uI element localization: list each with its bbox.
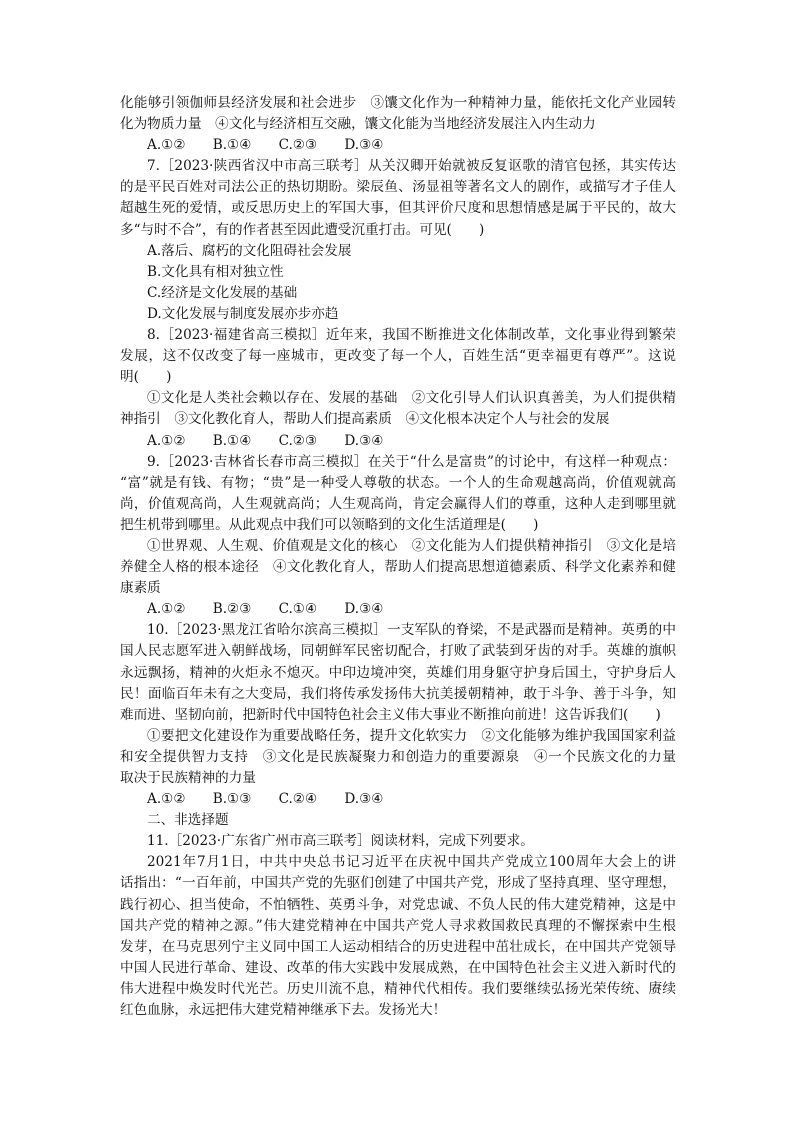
text-line: 中国人民进行革命、建设、改革的伟大实践中发展成熟，在中国特色社会主义进入新时代的: [120, 959, 676, 976]
statement-list: ①文化是人类社会赖以存在、发展的基础 ②文化引导人们认识真善美，为人们提供精: [147, 390, 676, 407]
text-line: 的是平民百姓对司法公正的热切期盼。梁辰鱼、汤显祖等著名文人的剧作，或描写才子佳人: [120, 179, 676, 196]
option-d: D.文化发展与制度发展亦步亦趋: [147, 305, 339, 322]
statement-list: ①世界观、人生观、价值观是文化的核心 ②文化能为人们提供精神指引 ③文化是培: [147, 537, 676, 554]
text-line: 践行初心、担当使命，不怕牺牲、英勇斗争，对党忠诚、不负人民的伟大建党精神，这是中: [120, 896, 676, 913]
answer-options: A.①② B.①④ C.②③ D.③④: [147, 137, 384, 154]
text-line: 多“与时不合”，有的作者甚至因此遭受沉重打击。可见( ): [120, 221, 485, 238]
text-line: 康素质: [120, 580, 161, 597]
text-line: 化能够引领伽师县经济发展和社会进步 ③馕文化作为一种精神力量，能依托文化产业园转: [120, 95, 676, 111]
statement-list: ①要把文化建设作为重要战略任务，提升文化软实力 ②文化能够为维护我国国家利益: [147, 727, 676, 744]
text-line: 民！面临百年未有之大变局，我们将传承发扬伟大抗美援朝精神，敢于斗争、善于斗争，知: [120, 685, 676, 702]
answer-options: A.①② B.①④ C.②③ D.③④: [147, 432, 384, 449]
text-line: 取决于民族精神的力量: [120, 770, 256, 786]
option-c: C.经济是文化发展的基础: [147, 284, 298, 301]
option-a: A.落后、腐朽的文化阻碍社会发展: [147, 242, 352, 259]
text-line: 把生机带到哪里。从此观点中我们可以领略到的文化生活道理是( ): [120, 516, 539, 533]
text-line: 难而进、坚韧向前，把新时代中国特色社会主义伟大事业不断推向前进！这告诉我们( ): [120, 706, 661, 723]
text-line: 明( ): [120, 369, 172, 386]
text-line: 养健全人格的根本途径 ④文化教化育人，帮助人们提高思想道德素质、科学文化素养和健: [120, 559, 676, 576]
text-line: 发展，这不仅改变了每一座城市，更改变了每一个人，百姓生活“更幸福更有尊严”。这说: [120, 348, 676, 365]
answer-options: A.①② B.②③ C.①④ D.③④: [147, 601, 384, 618]
text-line: 国人民志愿军进入朝鲜战场，同朝鲜军民密切配合，打败了武装到牙齿的对手。英雄的旗帜: [120, 643, 676, 660]
text-line: 超越生死的爱情，或反思历史上的军国大事，但其评价尺度和思想情感是属于平民的，故大: [120, 200, 676, 217]
question-7-stem: 7.［2023·陕西省汉中市高三联考］从关汉卿开始就被反复讴歌的清官包拯，其实传达: [147, 158, 676, 175]
text-line: 和安全提供智力支持 ③文化是民族凝聚力和创造力的重要源泉 ④一个民族文化的力量: [120, 748, 676, 765]
text-line: 化为物质力量 ④文化与经济相互交融，馕文化能为当地经济发展注入内生动力: [120, 116, 596, 133]
section-heading: 二、非选择题: [147, 812, 229, 829]
question-11-stem: 11.［2023·广东省广州市高三联考］阅读材料，完成下列要求。: [147, 833, 534, 850]
answer-options: A.①② B.①③ C.②④ D.③④: [147, 791, 384, 808]
text-line: 国共产党的精神之源。”伟大建党精神在中国共产党人寻求救国救民真理的不懈探索中生根: [120, 917, 676, 934]
question-9-stem: 9.［2023·吉林省长春市高三模拟］在关于“什么是富贵”的讨论中，有这样一种观点：: [147, 453, 676, 470]
text-line: 伟大进程中焕发时代光芒。历史川流不息，精神代代相传。我们要继续弘扬光荣传统、赓续: [120, 980, 676, 997]
text-line: 发芽，在马克思列宁主义同中国工人运动相结合的历史进程中茁壮成长，在中国共产党领导: [120, 938, 676, 955]
question-8-stem: 8.［2023·福建省高三模拟］近年来，我国不断推进文化体制改革，文化事业得到繁荣: [147, 327, 676, 344]
question-10-stem: 10.［2023·黑龙江省哈尔滨高三模拟］一支军队的脊梁，不是武器而是精神。英勇的中: [147, 622, 676, 639]
text-line: 永远飘扬，精神的火炬永不熄灭。中印边境冲突，英雄们用身躯守护身后国土，守护身后人: [120, 664, 676, 681]
text-line: 神指引 ③文化教化育人，帮助人们提高素质 ④文化根本决定个人与社会的发展: [120, 411, 610, 428]
text-line: 红色血脉，永远把伟大建党精神继承下去。发扬光大！: [120, 1002, 447, 1019]
document-body: [120, 93, 676, 1021]
text-line: 话指出：“一百年前，中国共产党的先驱们创建了中国共产党，形成了坚持真理、坚守理想，: [120, 875, 676, 892]
text-line: 尚，价值观高尚，人生观就高尚；人生观高尚，肯定会赢得人们的尊重，这种人走到哪里就: [120, 495, 676, 512]
option-b: B.文化具有相对独立性: [147, 263, 284, 280]
material-paragraph: 2021年7月1日，中共中央总书记习近平在庆祝中国共产党成立100周年大会上的讲: [147, 854, 676, 871]
text-line: “富”就是有钱、有物；“贵”是一种受人尊敬的状态。一个人的生命观越高尚，价值观就高: [120, 474, 676, 491]
